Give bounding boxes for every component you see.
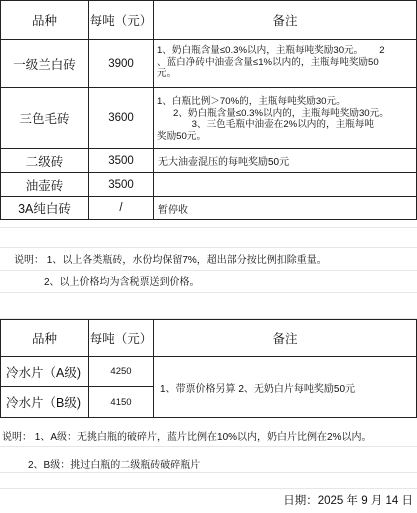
row-price: 3500 xyxy=(88,172,154,197)
gridline xyxy=(0,227,417,228)
row-name: 冷水片（B级) xyxy=(0,386,89,418)
row-price: 3600 xyxy=(88,87,154,149)
header-remarks: 备注 xyxy=(153,0,417,40)
row-name: 三色毛砖 xyxy=(0,87,89,149)
header-remarks: 备注 xyxy=(153,319,417,357)
gridline xyxy=(0,488,417,489)
row-name: 二级砖 xyxy=(0,148,89,173)
row-name: 油壶砖 xyxy=(0,172,89,197)
row-remarks: 1、奶白瓶含量≤0.3%以内，主瓶每吨奖励30元。 2 、蓝白净砖中油壶含量≤1%以内的，主瓶每吨奖励50 元。 xyxy=(153,39,417,88)
row-price: 4150 xyxy=(88,386,154,418)
row-remarks: 无大油壶混压的每吨奖励50元 xyxy=(153,148,417,173)
row-remarks: 暂停收 xyxy=(153,196,417,220)
date-label: 日期：2025 年 9 月 14 日 xyxy=(283,495,413,507)
note-line-grade-a: 说明： 1、A级：无挑白瓶的破碎片，蓝片比例在10%以内，奶白片比例在2%以内。 xyxy=(2,432,372,443)
gridline xyxy=(0,270,417,271)
header-variety: 品种 xyxy=(0,0,89,40)
row-price: 4250 xyxy=(88,356,154,387)
shared-remarks: 1、带票价格另算 2、无奶白片每吨奖励50元 xyxy=(153,356,417,418)
row-remarks xyxy=(153,172,417,197)
gridline xyxy=(0,292,417,293)
gridline xyxy=(0,446,417,447)
note-line-water: 说明： 1、以上各类瓶砖，水份均保留7%，超出部分按比例扣除重量。 xyxy=(14,255,327,266)
gridline xyxy=(0,247,417,248)
row-price: 3500 xyxy=(88,148,154,173)
row-name: 冷水片（A级) xyxy=(0,356,89,387)
note-line-grade-b: 2、B级：挑过白瓶的二级瓶砖破碎瓶片 xyxy=(28,460,201,471)
row-name: 3A纯白砖 xyxy=(0,196,89,220)
row-price: / xyxy=(88,196,154,220)
row-remarks: 1、白瓶比例＞70%的，主瓶每吨奖励30元。 2、奶白瓶含量≤0.3%以内的，主瓶每吨奖励30元。 3、三色毛瓶中油壶在2%以内的，主瓶每吨 奖励50元。 xyxy=(153,87,417,149)
header-price-per-ton: 每吨（元） xyxy=(88,319,154,357)
row-name: 一级兰白砖 xyxy=(0,39,89,88)
note-line-tax: 2、以上价格均为含税票送到价格。 xyxy=(44,277,200,288)
gridline xyxy=(0,472,417,473)
header-price-per-ton: 每吨（元） xyxy=(88,0,154,40)
row-price: 3900 xyxy=(88,39,154,88)
header-variety: 品种 xyxy=(0,319,89,357)
